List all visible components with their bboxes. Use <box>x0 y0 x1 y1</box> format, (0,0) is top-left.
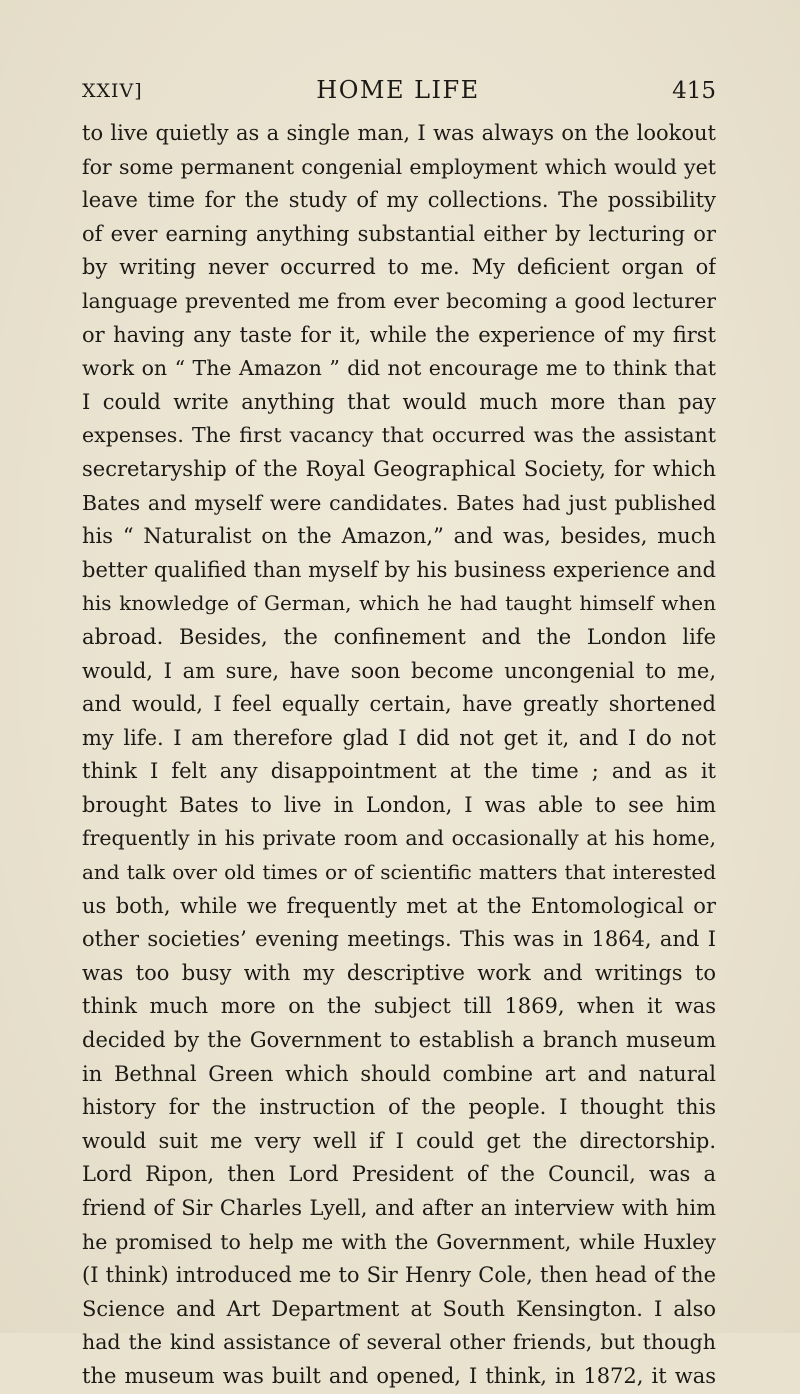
text-line: was too busy with my descriptive work and writings to <box>82 960 716 985</box>
text-line: by writing never occurred to me. My deficient organ of <box>82 255 716 280</box>
text-line: and would, I feel equally certain, have greatly shortened <box>82 692 716 717</box>
text-line: leave time for the study of my collections. The possibility <box>82 188 716 213</box>
text-line: would, I am sure, have soon become uncongenial to me, <box>82 658 716 683</box>
text-line: (I think) introduced me to Sir Henry Cole, then head of the <box>82 1263 716 1288</box>
page-number: 415 <box>672 78 716 104</box>
text-line: his knowledge of German, which he had taught himself when <box>82 591 716 616</box>
running-head <box>80 72 716 112</box>
text-line: his “ Naturalist on the Amazon,” and was, besides, much <box>82 524 716 549</box>
text-line: Science and Art Department at South Kensington. I also <box>82 1296 716 1321</box>
body-text <box>82 117 716 1394</box>
text-line: he promised to help me with the Government, while Huxley <box>82 1229 716 1254</box>
text-line: brought Bates to live in London, I was able to see him <box>82 792 716 817</box>
text-line: Bates and myself were candidates. Bates had just published <box>82 490 716 515</box>
text-line: the museum was built and opened, I think, in 1872, it was <box>82 1363 716 1388</box>
text-line: in Bethnal Green which should combine art and natural <box>82 1061 716 1086</box>
text-line: history for the instruction of the people. I thought this <box>82 1095 716 1120</box>
text-line: frequently in his private room and occasionally at his home, <box>82 826 716 851</box>
text-line: language prevented me from ever becoming a good lecturer <box>82 288 716 313</box>
text-line: better qualified than myself by his business experience and <box>82 557 716 582</box>
text-line: friend of Sir Charles Lyell, and after an interview with him <box>82 1196 716 1220</box>
text-line: think I felt any disappointment at the time ; and as it <box>82 759 716 784</box>
text-line: and talk over old times or of scientific matters that interested <box>82 860 716 885</box>
text-line: other societies’ evening meetings. This was in 1864, and I <box>82 927 716 952</box>
text-line: would suit me very well if I could get the directorship. <box>82 1128 716 1153</box>
text-line: think much more on the subject till 1869, when it was <box>82 994 716 1019</box>
text-line: or having any taste for it, while the experience of my first <box>82 322 716 347</box>
running-title: HOME LIFE <box>316 76 480 104</box>
text-line: us both, while we frequently met at the Entomological or <box>82 893 716 918</box>
text-line: I could write anything that would much more than pay <box>82 389 716 414</box>
text-line: expenses. The first vacancy that occurred was the assistant <box>82 423 716 448</box>
text-line: abroad. Besides, the confinement and the London life <box>82 624 716 649</box>
text-line: for some permanent congenial employment which would yet <box>82 154 716 179</box>
text-line: had the kind assistance of several other friends, but though <box>82 1330 716 1355</box>
text-line: my life. I am therefore glad I did not get it, and I do not <box>82 725 716 750</box>
chapter-number: XXIV] <box>82 80 143 102</box>
text-line: to live quietly as a single man, I was always on the lookout <box>82 121 716 145</box>
text-line: decided by the Government to establish a branch museum <box>82 1028 716 1053</box>
text-line: secretaryship of the Royal Geographical Society, for which <box>82 456 716 481</box>
text-line: Lord Ripon, then Lord President of the Council, was a <box>82 1162 716 1187</box>
text-line: work on “ The Amazon ” did not encourage me to think that <box>82 356 716 381</box>
text-line: of ever earning anything substantial either by lecturing or <box>82 221 716 246</box>
